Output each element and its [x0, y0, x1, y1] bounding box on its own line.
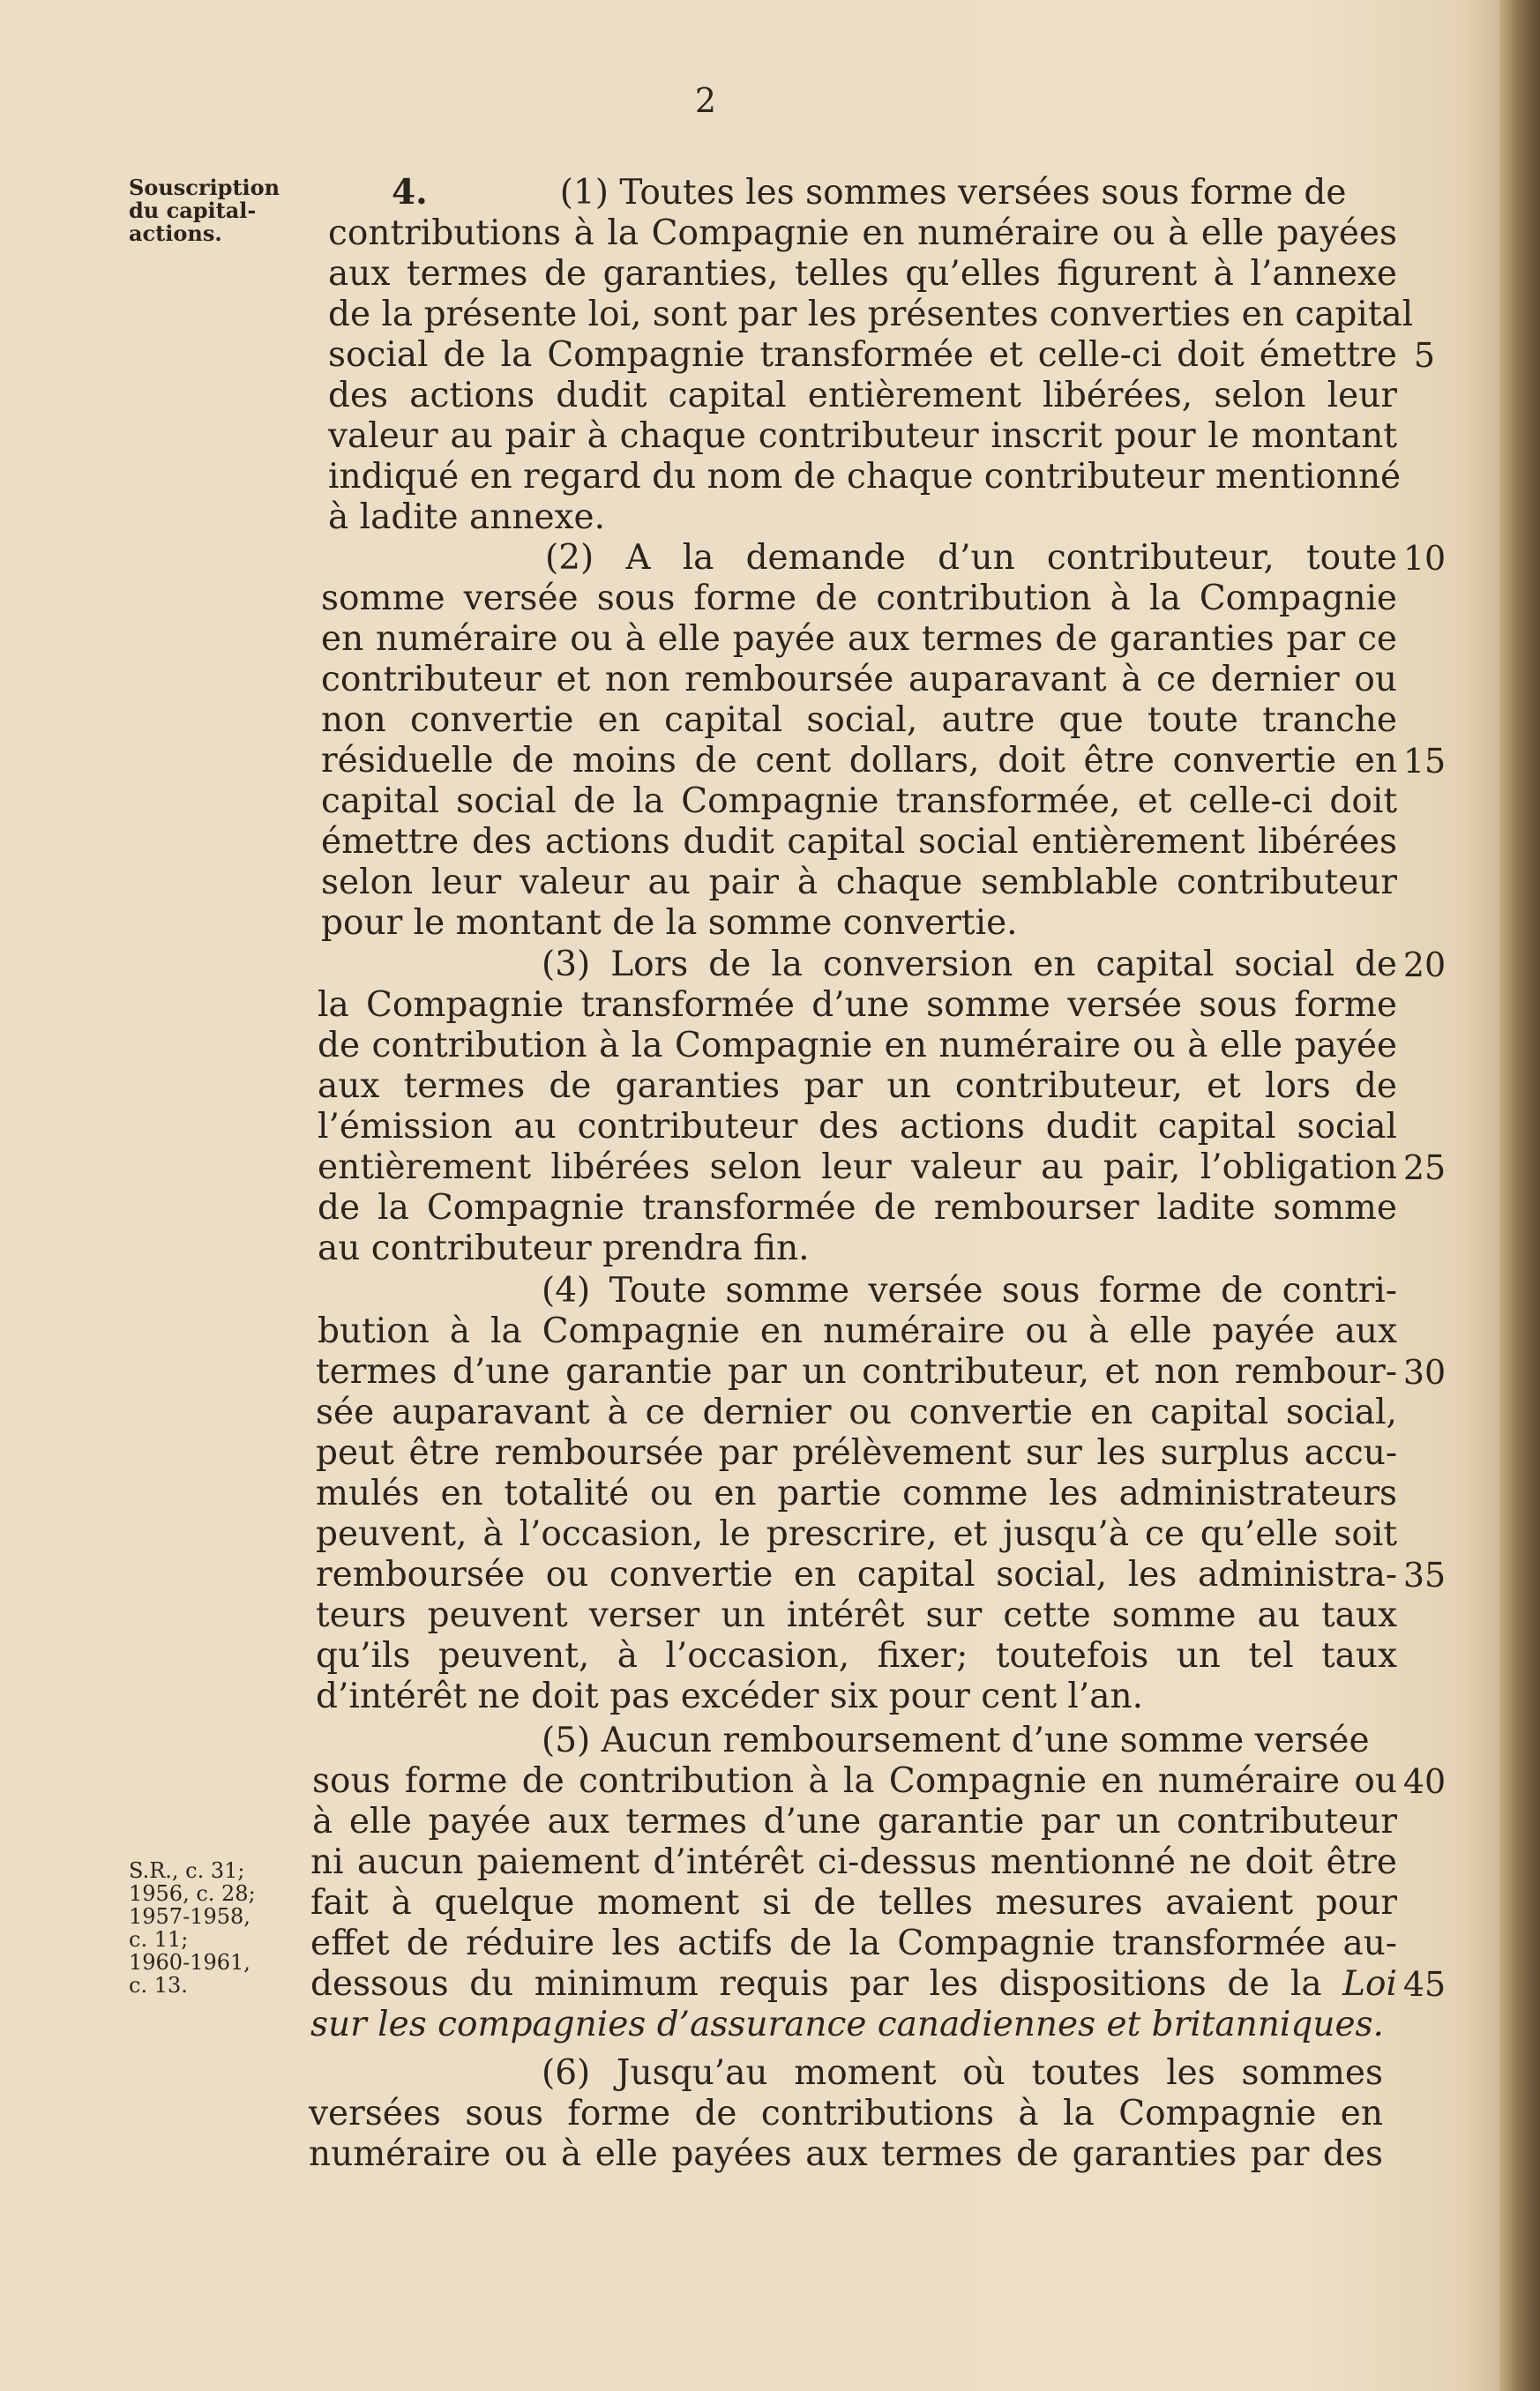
- line-number: 30: [1402, 1353, 1447, 1392]
- text-fragment: (1) Toutes les sommes versées sous forme de: [559, 173, 1347, 213]
- text-line: peut être remboursée par prélèvement sur les surplus accu-: [316, 1433, 1397, 1473]
- text-line: résiduelle de moins de cent dollars, doit être convertie en: [321, 741, 1397, 781]
- text-line: [392, 172, 1397, 213]
- text-line: en numéraire ou à elle payée aux termes de garanties par ce: [321, 619, 1397, 659]
- margin-ref-line: 1960-1961,: [129, 1950, 250, 1975]
- text-line: [310, 1964, 1397, 2005]
- line-number: 15: [1402, 742, 1447, 781]
- text-line: d’intérêt ne doit pas excéder six pour cent l’an.: [316, 1677, 1144, 1716]
- margin-note-souscription: [129, 176, 305, 245]
- text-line: ni aucun paiement d’intérêt ci-dessus mentionné ne doit être: [310, 1842, 1397, 1882]
- text-line: termes d’une garantie par un contributeur, et non rembour-: [316, 1352, 1397, 1392]
- text-line: entièrement libérées selon leur valeur au pair, l’obligation: [318, 1147, 1397, 1187]
- line-number: 40: [1402, 1762, 1447, 1801]
- line-number: 35: [1402, 1556, 1447, 1595]
- text-line: versées sous forme de contributions à la Compagnie en: [309, 2094, 1383, 2133]
- text-line: peuvent, à l’occasion, le prescrire, et jusqu’à ce qu’elle soit: [316, 1514, 1397, 1554]
- text-line: selon leur valeur au pair à chaque semblable contributeur: [321, 863, 1397, 902]
- text-line: capital social de la Compagnie transformée, et celle-ci doit: [321, 781, 1397, 821]
- text-line: valeur au pair à chaque contributeur inscrit pour le montant: [328, 416, 1397, 456]
- text-line: la Compagnie transformée d’une somme versée sous forme: [318, 985, 1397, 1025]
- italic-fragment: sur les compagnies d’assurance canadiennes et britanniques.: [310, 2005, 1384, 2044]
- text-line: de la Compagnie transformée de rembourser ladite somme: [318, 1188, 1397, 1228]
- text-line: (6) Jusqu’au moment où toutes les sommes: [542, 2053, 1383, 2093]
- text-line: qu’ils peuvent, à l’occasion, fixer; toutefois un tel taux: [316, 1636, 1397, 1676]
- text-line: à elle payée aux termes d’une garantie par un contributeur: [312, 1802, 1397, 1842]
- text-line: de contribution à la Compagnie en numéraire ou à elle payée: [318, 1026, 1397, 1065]
- line-number: 20: [1402, 945, 1447, 984]
- line-number: 45: [1402, 1965, 1447, 2004]
- margin-note-line: actions.: [129, 220, 222, 246]
- text-line: non convertie en capital social, autre que toute tranche: [321, 700, 1397, 740]
- margin-note-line: Souscription: [129, 175, 280, 200]
- text-line: remboursée ou convertie en capital social, les administra-: [316, 1555, 1397, 1595]
- text-line: sous forme de contribution à la Compagnie en numéraire ou: [312, 1761, 1397, 1801]
- section-number: 4.: [392, 172, 428, 213]
- text-line: à ladite annexe.: [328, 497, 605, 537]
- text-line: l’émission au contributeur des actions dudit capital social: [318, 1107, 1397, 1147]
- text-line: social de la Compagnie transformée et celle-ci doit émettre: [328, 335, 1397, 375]
- line-number: 25: [1402, 1148, 1447, 1187]
- text-line: sée auparavant à ce dernier ou convertie en capital social,: [316, 1393, 1397, 1432]
- text-line: de la présente loi, sont par les présentes converties en capital: [328, 295, 1414, 334]
- margin-ref-line: 1956, c. 28;: [129, 1881, 256, 1906]
- text-line: (3) Lors de la conversion en capital social de: [542, 945, 1397, 984]
- text-line: [310, 2005, 1397, 2045]
- margin-ref-line: 1957-1958,: [129, 1904, 250, 1929]
- margin-ref-line: c. 13.: [129, 1973, 188, 1998]
- margin-ref-line: S.R., c. 31;: [129, 1858, 245, 1883]
- text-line: somme versée sous forme de contribution à la Compagnie: [321, 579, 1397, 618]
- text-line: des actions dudit capital entièrement libérées, selon leur: [328, 376, 1397, 415]
- margin-note-line: du capital-: [129, 198, 257, 223]
- text-line: (2) A la demande d’un contributeur, toute: [545, 538, 1397, 578]
- text-line: aux termes de garanties par un contributeur, et lors de: [318, 1066, 1397, 1106]
- line-number: 5: [1413, 336, 1436, 375]
- text-line: (4) Toute somme versée sous forme de contri-: [542, 1271, 1397, 1311]
- text-line: fait à quelque moment si de telles mesures avaient pour: [310, 1883, 1397, 1923]
- line-number: 10: [1402, 539, 1447, 578]
- text-line: bution à la Compagnie en numéraire ou à elle payée aux: [318, 1311, 1397, 1351]
- text-line: numéraire ou à elle payées aux termes de garanties par des: [309, 2134, 1383, 2174]
- text-line: aux termes de garanties, telles qu’elles figurent à l’annexe: [328, 254, 1397, 294]
- margin-note-references: [129, 1859, 305, 1997]
- text-line: émettre des actions dudit capital social entièrement libérées: [321, 822, 1397, 862]
- text-line: pour le montant de la somme convertie.: [321, 903, 1018, 943]
- text-fragment: dessous du minimum requis par les dispositions de la: [310, 1964, 1322, 2004]
- text-line: au contributeur prendra fin.: [318, 1229, 810, 1268]
- margin-ref-line: c. 11;: [129, 1927, 189, 1952]
- page-number: 2: [694, 81, 717, 120]
- book-spine-shadow: [1499, 0, 1540, 2391]
- text-line: effet de réduire les actifs de la Compagnie transformée au-: [310, 1924, 1397, 1963]
- text-line: teurs peuvent verser un intérêt sur cette somme au taux: [316, 1595, 1397, 1635]
- text-line: (5) Aucun remboursement d’une somme versée: [542, 1721, 1370, 1760]
- text-line: contributions à la Compagnie en numéraire ou à elle payées: [328, 213, 1397, 253]
- italic-fragment: Loi: [1342, 1964, 1397, 2004]
- text-line: indiqué en regard du nom de chaque contributeur mentionné: [328, 457, 1402, 497]
- text-line: contributeur et non remboursée auparavant à ce dernier ou: [321, 660, 1397, 699]
- text-line: mulés en totalité ou en partie comme les administrateurs: [316, 1474, 1397, 1513]
